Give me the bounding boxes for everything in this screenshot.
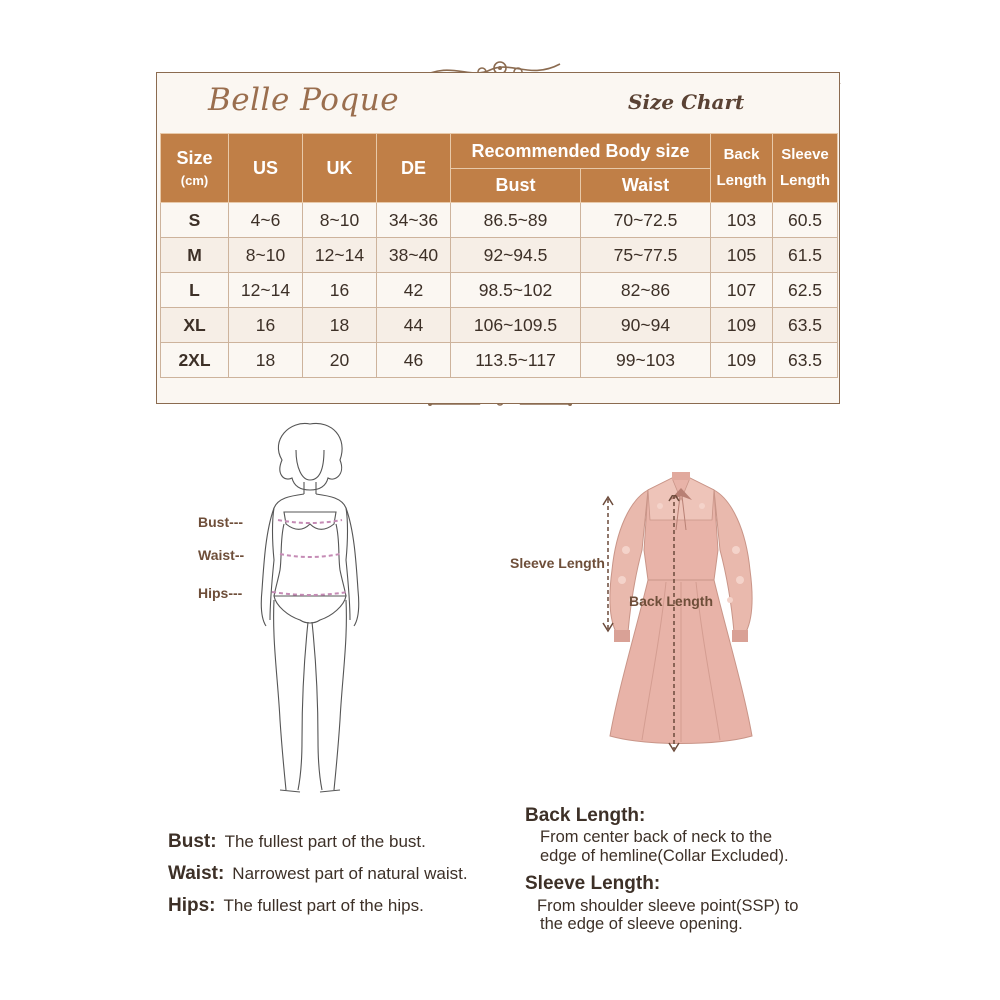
cell-back-length: 109 <box>711 343 773 378</box>
def-waist-term: Waist: <box>168 863 225 884</box>
table-row <box>161 203 838 238</box>
cell-size: S <box>161 203 229 238</box>
cell-sleeve-length: 63.5 <box>773 343 838 378</box>
cell-back-length: 103 <box>711 203 773 238</box>
def-hips <box>168 895 424 917</box>
def-sleeve-length-line2: the edge of sleeve opening. <box>540 915 743 933</box>
cell-uk: 16 <box>303 273 377 308</box>
cell-back-length: 107 <box>711 273 773 308</box>
header-waist: Waist <box>581 169 711 203</box>
table-row <box>161 308 838 343</box>
def-bust-text: The fullest part of the bust. <box>224 832 426 851</box>
cell-sleeve-length: 63.5 <box>773 308 838 343</box>
def-waist-text: Narrowest part of natural waist. <box>232 864 468 883</box>
cell-us: 16 <box>229 308 303 343</box>
cell-waist: 90~94 <box>581 308 711 343</box>
chart-title: Size Chart <box>628 90 745 114</box>
table-header-row <box>161 134 838 169</box>
dress-measure-lines <box>596 495 696 755</box>
cell-bust: 98.5~102 <box>451 273 581 308</box>
cell-sleeve-length: 60.5 <box>773 203 838 238</box>
cell-de: 42 <box>377 273 451 308</box>
def-back-length-line1: From center back of neck to the <box>540 828 773 846</box>
cell-de: 46 <box>377 343 451 378</box>
label-bust: Bust--- <box>198 514 244 530</box>
def-sleeve-length-line1: From shoulder sleeve point(SSP) to <box>537 897 799 915</box>
cell-sleeve-length: 62.5 <box>773 273 838 308</box>
table-row <box>161 343 838 378</box>
def-bust <box>168 831 426 853</box>
cell-uk: 18 <box>303 308 377 343</box>
cell-us: 8~10 <box>229 238 303 273</box>
cell-us: 4~6 <box>229 203 303 238</box>
cell-de: 38~40 <box>377 238 451 273</box>
cell-size: XL <box>161 308 229 343</box>
cell-bust: 86.5~89 <box>451 203 581 238</box>
header-us: US <box>229 134 303 203</box>
cell-uk: 20 <box>303 343 377 378</box>
cell-de: 44 <box>377 308 451 343</box>
brand-logo: Belle Poque <box>208 82 400 118</box>
body-figure-illustration <box>250 420 370 800</box>
table-row <box>161 238 838 273</box>
cell-waist: 70~72.5 <box>581 203 711 238</box>
def-sleeve-length-heading: Sleeve Length: <box>525 873 661 894</box>
def-hips-text: The fullest part of the hips. <box>223 896 424 915</box>
header-sleeve-length: Sleeve Length <box>773 134 838 203</box>
table-row <box>161 273 838 308</box>
cell-bust: 113.5~117 <box>451 343 581 378</box>
header-de: DE <box>377 134 451 203</box>
cell-back-length: 109 <box>711 308 773 343</box>
header-uk: UK <box>303 134 377 203</box>
cell-uk: 8~10 <box>303 203 377 238</box>
cell-uk: 12~14 <box>303 238 377 273</box>
label-hips: Hips--- <box>198 585 243 601</box>
cell-waist: 82~86 <box>581 273 711 308</box>
cell-waist: 99~103 <box>581 343 711 378</box>
cell-back-length: 105 <box>711 238 773 273</box>
cell-us: 12~14 <box>229 273 303 308</box>
cell-us: 18 <box>229 343 303 378</box>
cell-bust: 106~109.5 <box>451 308 581 343</box>
def-bust-term: Bust: <box>168 831 217 852</box>
def-waist <box>168 863 468 885</box>
header-back-length: Back Length <box>711 134 773 203</box>
header-bust: Bust <box>451 169 581 203</box>
cell-size: M <box>161 238 229 273</box>
cell-size: 2XL <box>161 343 229 378</box>
label-sleeve-length: Sleeve Length <box>510 555 605 571</box>
label-back-length: Back Length <box>629 593 714 609</box>
header-size: Size (cm) <box>161 134 229 203</box>
def-back-length-heading: Back Length: <box>525 805 646 826</box>
cell-de: 34~36 <box>377 203 451 238</box>
cell-sleeve-length: 61.5 <box>773 238 838 273</box>
cell-waist: 75~77.5 <box>581 238 711 273</box>
size-table <box>160 133 838 378</box>
label-waist: Waist-- <box>198 547 245 563</box>
cell-size: L <box>161 273 229 308</box>
header-recommended: Recommended Body size <box>451 134 711 169</box>
def-back-length-line2: edge of hemline(Collar Excluded). <box>540 847 789 865</box>
cell-bust: 92~94.5 <box>451 238 581 273</box>
def-hips-term: Hips: <box>168 895 216 916</box>
